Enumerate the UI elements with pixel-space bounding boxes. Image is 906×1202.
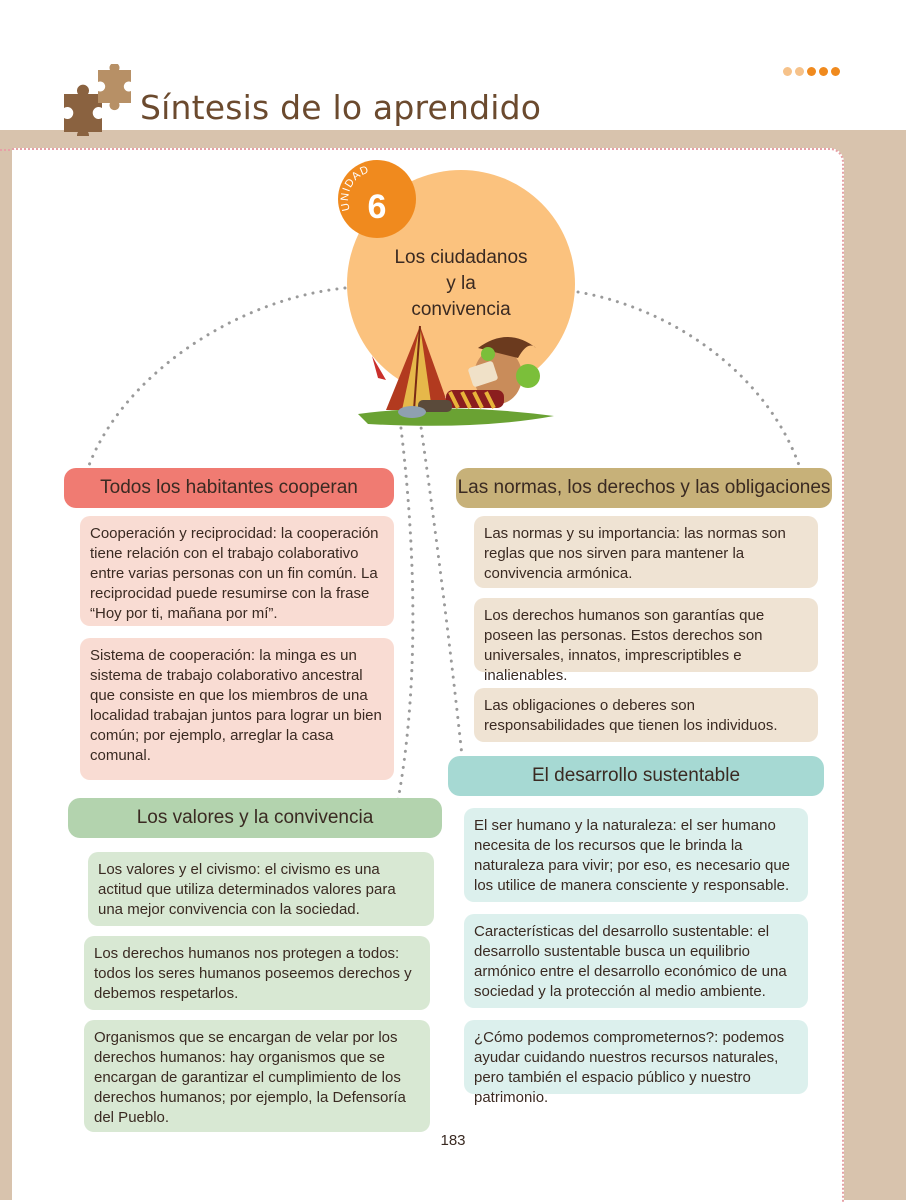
sustainable-card-1: El ser humano y la naturaleza: el ser humano necesita de los recursos que le brinda la naturaleza para vivir; por eso, es necesario que los utilice de manera consciente y responsable. (464, 808, 808, 902)
center-topic-text (347, 245, 575, 323)
center-topic-line: y la (446, 273, 476, 294)
section-header-values (68, 798, 442, 838)
page-number: 183 (440, 1132, 466, 1149)
section-title: Todos los habitantes cooperan (100, 477, 358, 498)
section-title: Los valores y la convivencia (136, 807, 374, 828)
section-header-norms (456, 468, 832, 508)
center-topic-line: Los ciudadanos (394, 247, 528, 268)
section-header-cooperation (64, 468, 394, 508)
cooperation-card-2: Sistema de cooperación: la minga es un sistema de trabajo colaborativo ancestral que consiste en que los miembros de una localidad trabajan juntos para lograr un bien común; por ejemplo, arreglar la casa comunal. (80, 638, 394, 780)
unit-number: 6 (367, 188, 387, 226)
sustainable-card-3: ¿Cómo podemos comprometernos?: podemos ayudar cuidando nuestros recursos naturales, pero también el espacio público y nuestro patrimonio. (464, 1020, 808, 1094)
section-title: El desarrollo sustentable (531, 765, 741, 786)
cooperation-card-1: Cooperación y reciprocidad: la cooperación tiene relación con el trabajo colaborativo entre varias personas con un fin común. La reciprocidad puede resumirse con la frase “Hoy por ti, mañana por mí”. (80, 516, 394, 626)
norms-card-1: Las normas y su importancia: las normas son reglas que nos sirven para mantener la convivencia armónica. (474, 516, 818, 588)
center-topic-line: convivencia (411, 299, 511, 320)
values-card-1: Los valores y el civismo: el civismo es una actitud que utiliza determinados valores para una mejor convivencia con la sociedad. (88, 852, 434, 926)
norms-card-3: Las obligaciones o deberes son responsabilidades que tienen los individuos. (474, 688, 818, 742)
section-header-sustainable (448, 756, 824, 796)
values-card-3: Organismos que se encargan de velar por los derechos humanos: hay organismos que se encargan de garantizar el cumplimiento de los derechos humanos; por ejemplo, la Defensoría del Pueblo. (84, 1020, 430, 1132)
section-title: Las normas, los derechos y las obligaciones (457, 477, 831, 498)
norms-card-2: Los derechos humanos son garantías que poseen las personas. Estos derechos son universales, innatos, imprescriptibles e inalienables. (474, 598, 818, 672)
values-card-2: Los derechos humanos nos protegen a todos: todos los seres humanos poseemos derechos y debemos respetarlos. (84, 936, 430, 1010)
page-title: Síntesis de lo aprendido (140, 88, 542, 127)
sustainable-card-2: Características del desarrollo sustentable: el desarrollo sustentable busca un equilibrio armónico entre el desarrollo económico de una sociedad y la protección al medio ambiente. (464, 914, 808, 1008)
unit-word: UNIDAD (338, 163, 372, 213)
boy-reading-illustration (358, 318, 558, 430)
